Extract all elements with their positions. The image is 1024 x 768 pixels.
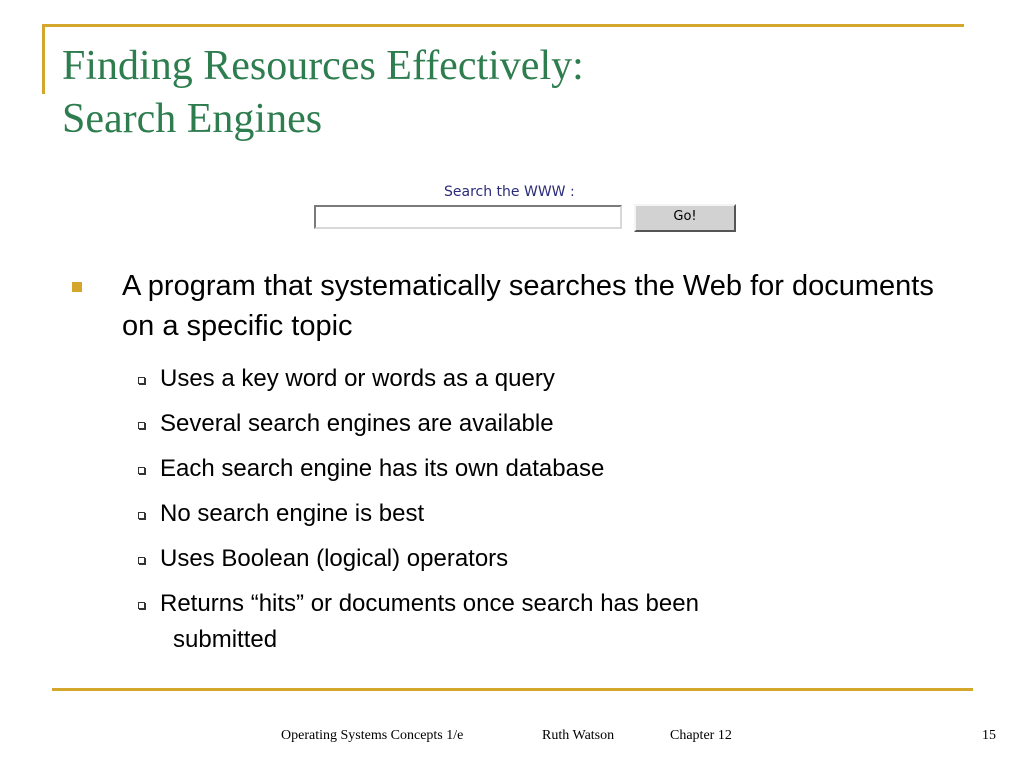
search-widget-image — [312, 183, 738, 235]
main-bullet-text: A program that systematically searches the Web for documents on a specific topic — [122, 270, 934, 342]
footer-chapter: Chapter 12 — [670, 728, 732, 743]
hollow-square-bullet-icon — [138, 422, 145, 429]
search-input — [314, 205, 622, 229]
sub-bullet-6: Returns “hits” or documents once search has been — [160, 590, 699, 617]
search-label: Search the WWW : — [444, 184, 575, 200]
footer-course: Operating Systems Concepts 1/e — [281, 728, 464, 743]
go-button: Go! — [634, 204, 736, 232]
slide-title — [62, 40, 584, 146]
sub-bullet-1: Uses a key word or words as a query — [160, 365, 555, 392]
hollow-square-bullet-icon — [138, 377, 145, 384]
hollow-square-bullet-icon — [138, 602, 145, 609]
sub-bullet-3: Each search engine has its own database — [160, 455, 605, 482]
top-rule — [42, 24, 964, 27]
bottom-rule — [52, 688, 973, 691]
slide-title-line-2: Search Engines — [62, 96, 323, 142]
left-rule — [42, 24, 45, 94]
slide-number: 15 — [982, 728, 996, 743]
hollow-square-bullet-icon — [138, 467, 145, 474]
sub-bullet-4: No search engine is best — [160, 500, 425, 527]
sub-bullet-2: Several search engines are available — [160, 410, 554, 437]
square-bullet-icon — [72, 282, 82, 292]
footer-author: Ruth Watson — [542, 728, 615, 743]
hollow-square-bullet-icon — [138, 512, 145, 519]
slide-title-line-1: Finding Resources Effectively: — [62, 43, 584, 89]
hollow-square-bullet-icon — [138, 557, 145, 564]
sub-bullet-6-continuation: submitted — [173, 626, 278, 653]
sub-bullet-5: Uses Boolean (logical) operators — [160, 545, 509, 572]
